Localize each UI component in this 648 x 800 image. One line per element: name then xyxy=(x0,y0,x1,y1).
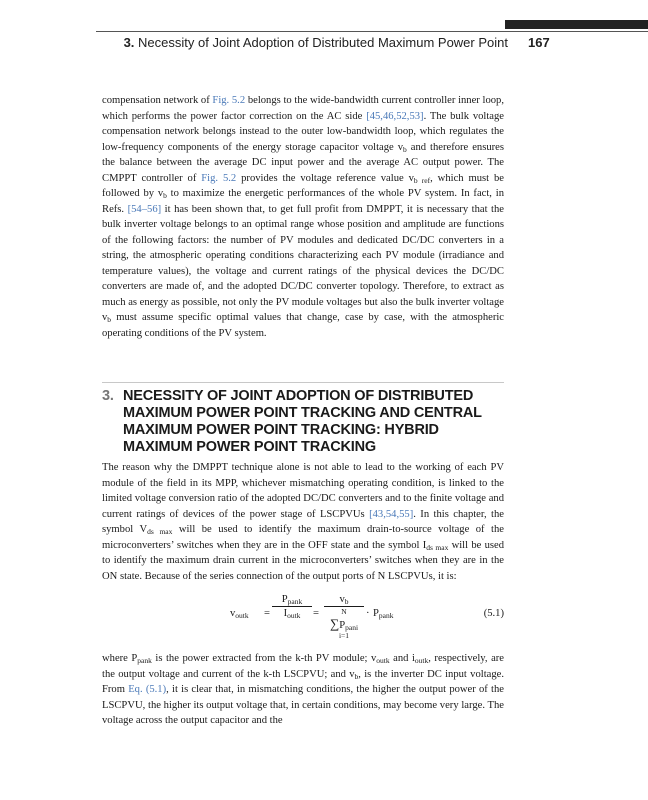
equation-lhs: $v_{outk}$ xyxy=(230,608,249,620)
fraction-voltage-sum: $v_b$ N $\sum P_{pani}$ i=1 xyxy=(324,594,364,640)
paragraph-2: The reason why the DMPPT technique alone is not able to lead to the working of each PV module of the field in its MPP, whichever mismatching operating condition, is linked to the limited voltage conversion ratio of the adopted DC/DC converters and to the finite voltage and current ratings of devices of the power stage of LSCPVUs [43,54,55]. In this chapter, the symbol $V_{ds max}$ will be used to identify the maximum drain-to-source voltage of the microconverters’ switches when they are in the OFF state and the symbol $I_{ds max}$ will be used to identify the maximum drain current in the microconverters’ switches when they are in the ON state. Because of the series connection of the output ports of N LSCPVUs, it is: xyxy=(102,462,504,582)
equation-number: (5.1) xyxy=(483,608,504,619)
header-rule xyxy=(96,31,648,32)
equation-rhs: $P_{pank}$ xyxy=(373,608,394,620)
page-number: 167 xyxy=(528,35,550,50)
paragraph-3: where $P_{pank}$ is the power extracted from the k-th PV module; $v_{outk}$ and $i_{outk}$, respectively, are the output voltage and current of the k-th LSCPVU; and $v_b$, is the inverter DC input voltage. From Eq. (5.1), it is clear that, in mismatching conditions, the higher the output power of the LSCPVU, the higher its output voltage that, in certain conditions, may become very large. The voltage across the output capacitor and the xyxy=(102,653,505,726)
citation-link[interactable]: [43,54,55] xyxy=(369,508,414,520)
section-heading xyxy=(102,388,504,456)
header-bar xyxy=(505,20,648,29)
citation-link[interactable]: [45,46,52,53] xyxy=(366,110,424,122)
running-head-title: Necessity of Joint Adoption of Distributed Maximum Power Point xyxy=(138,35,508,50)
paragraph-1: compensation network of Fig. 5.2 belongs to the wide-bandwidth current controller inner loop, which performs the power factor correction on the AC side [45,46,52,53]. The bulk voltage compensation network belongs instead to the outer low-bandwidth loop, which regulates the low-frequency components of the energy storage capacitor voltage $v_b$ and therefore ensures the balance between the average DC input power and the average AC output power. The CMPPT controller of Fig. 5.2 provides the voltage reference value $v_{b ref}$, which must be followed by $v_b$ to maximize the energetic performances of the whole PV system. In fact, in Refs. [54–56] it has been shown that, to get full profit from DMPPT, it is necessary that the bulk inverter voltage belongs to an optimal range whose position and amplitude are functions of the following factors: the number of PV modules and dedicated DC/DC converters in a string, the atmospheric operating conditions characterizing each PV module (irradiance and temperature values), the voltage and current ratings of the physical devices the DC/DC converters are made of, and the adopted DC/DC converter topology. Therefore, to extract as much as energy as possible, not only the PV module voltages but also the bulk inverter voltage $v_b$ must assume specific optimal values that change, case by case, with the atmospheric operating conditions of the PV system. xyxy=(102,95,505,339)
equation-5-1: $v_{outk}$ = $P_{pank}$ $I_{outk}$ = $v_b$ N $\sum P_{pani}$ i=1 · $P_{pank}$ (5.1) xyxy=(230,594,504,640)
running-head-number: 3. xyxy=(123,35,135,50)
figure-link[interactable]: Fig. 5.2 xyxy=(212,95,246,106)
fraction-power-current: $P_{pank}$ $I_{outk}$ xyxy=(272,594,312,619)
equation-link[interactable]: Eq. (5.1) xyxy=(128,684,167,695)
citation-link[interactable]: [54–56] xyxy=(127,203,162,215)
section-number: 3. xyxy=(102,388,114,404)
section-divider xyxy=(102,382,504,383)
section-title: NECESSITY OF JOINT ADOPTION OF DISTRIBUTED MAXIMUM POWER POINT TRACKING AND CENTRAL MAXIMUM POWER POINT TRACKING: HYBRID MAXIMUM POWER POINT TRACKING xyxy=(123,388,482,455)
figure-link[interactable]: Fig. 5.2 xyxy=(201,172,237,184)
running-head xyxy=(118,35,508,50)
